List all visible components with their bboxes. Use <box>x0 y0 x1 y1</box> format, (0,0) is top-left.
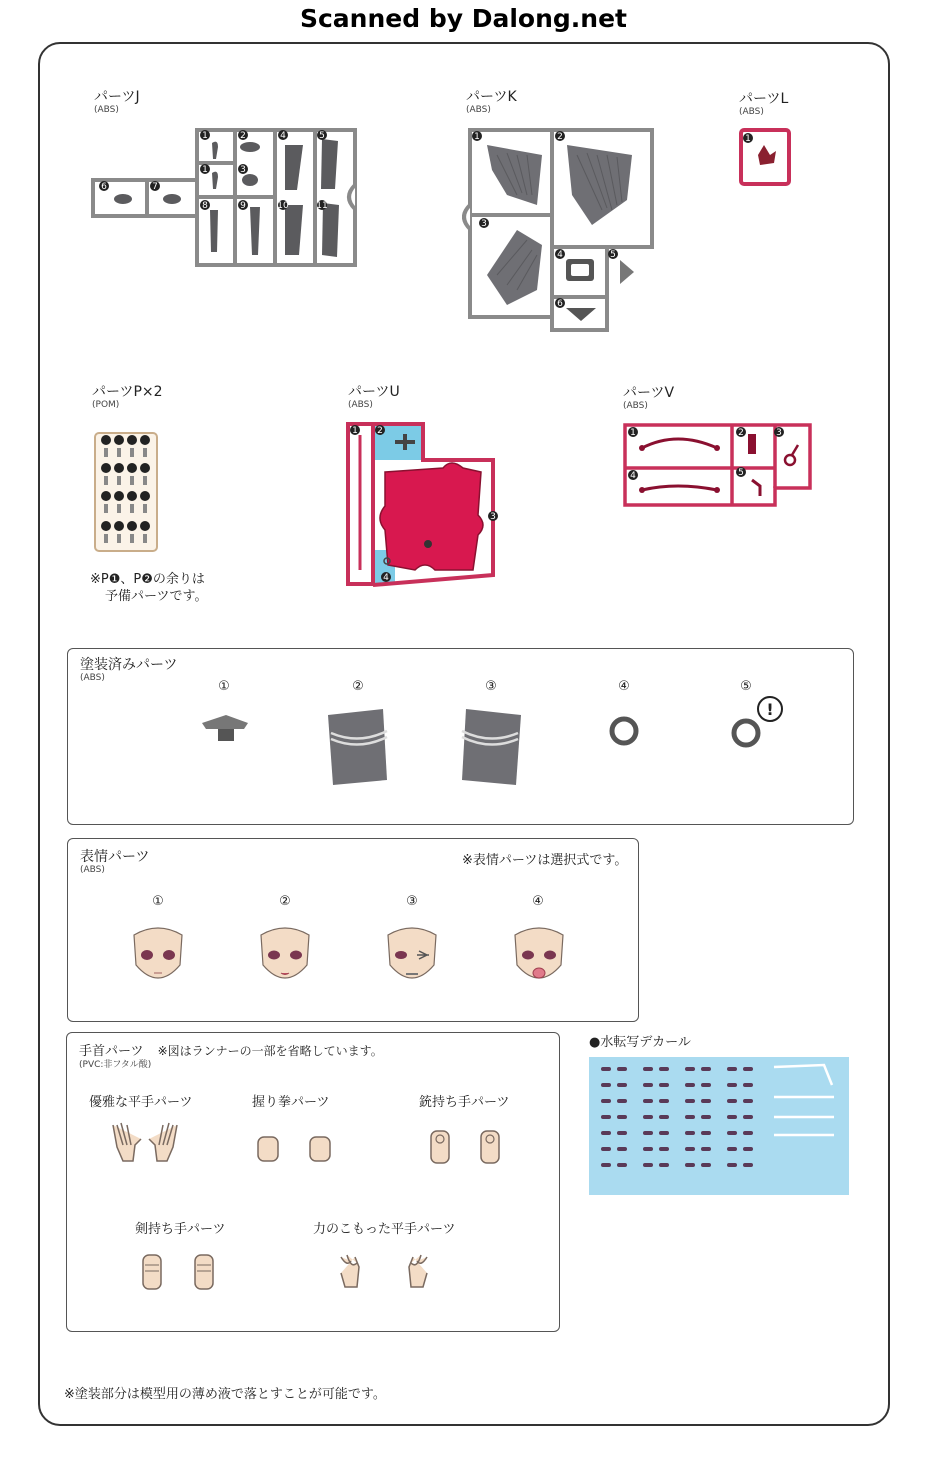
painted-part-number: ④ <box>618 679 630 694</box>
svg-text:9: 9 <box>240 201 246 211</box>
svg-text:3: 3 <box>240 165 246 175</box>
painted-part-5-ring <box>728 693 788 753</box>
hand-parts-label <box>79 1043 383 1070</box>
decal-title: ●水転写デカール <box>589 1035 691 1050</box>
expression-parts-note: ※表情パーツは選択式です。 <box>462 853 628 868</box>
svg-text:11: 11 <box>316 201 328 211</box>
runner-k-material: (ABS) <box>466 105 491 115</box>
expression-number: ① <box>152 894 164 909</box>
painted-parts-title: 塗装済みパーツ <box>80 657 178 673</box>
scanner-watermark: Scanned by Dalong.net <box>299 4 627 33</box>
svg-text:5: 5 <box>610 250 616 260</box>
runner-k-label <box>466 89 517 115</box>
hand-group-label: 力のこもった平手パーツ <box>313 1222 456 1237</box>
expression-number: ② <box>279 894 291 909</box>
runner-u-title: パーツU <box>348 384 400 400</box>
svg-text:3: 3 <box>776 428 782 438</box>
runner-p-title: パーツP×2 <box>92 384 163 400</box>
svg-text:2: 2 <box>240 131 246 141</box>
expression-parts-box <box>67 838 639 1022</box>
runner-u-label <box>348 384 400 410</box>
svg-text:2: 2 <box>557 132 563 142</box>
runner-j-label <box>94 89 140 115</box>
runner-k-title: パーツK <box>466 89 517 105</box>
svg-text:3: 3 <box>481 219 487 229</box>
expression-number: ③ <box>406 894 418 909</box>
svg-text:1: 1 <box>630 428 636 438</box>
svg-text:4: 4 <box>383 573 389 583</box>
expression-parts-title: 表情パーツ <box>80 849 150 865</box>
svg-text:1: 1 <box>202 131 208 141</box>
runner-l-title: パーツL <box>739 91 789 107</box>
runner-l-material: (ABS) <box>739 107 764 117</box>
svg-text:4: 4 <box>557 250 563 260</box>
runner-j-material: (ABS) <box>94 105 119 115</box>
runner-u-material: (ABS) <box>348 400 373 410</box>
hand-group-label: 優雅な平手パーツ <box>89 1095 193 1110</box>
gun-grip-hands <box>427 1127 507 1171</box>
face-1 <box>130 921 186 989</box>
svg-text:10: 10 <box>277 201 289 211</box>
runner-l-label <box>739 91 788 117</box>
runner-p-diagram <box>90 428 165 558</box>
expression-number: ④ <box>532 894 544 909</box>
expression-parts-material: (ABS) <box>80 865 105 875</box>
painted-part-number: ① <box>218 679 230 694</box>
footer-note: ※塗装部分は模型用の薄め液で落とすことが可能です。 <box>64 1387 386 1402</box>
runner-k-diagram <box>462 125 662 340</box>
svg-text:5: 5 <box>319 131 325 141</box>
painted-part-number: ⑤ <box>740 679 752 694</box>
hand-parts-material: (PVC:非フタル酸) <box>79 1060 152 1070</box>
svg-text:1: 1 <box>745 134 751 144</box>
svg-text:1: 1 <box>202 165 208 175</box>
sword-grip-hands <box>139 1251 219 1295</box>
svg-text:4: 4 <box>280 131 286 141</box>
runner-p-note-2: 予備パーツです。 <box>105 589 208 604</box>
runner-v-label <box>623 385 674 411</box>
runner-p-label <box>92 384 163 410</box>
hand-group-label: 銃持ち手パーツ <box>419 1095 510 1110</box>
svg-text:2: 2 <box>738 428 744 438</box>
painted-part-4-ring <box>606 713 642 749</box>
runner-v-material: (ABS) <box>623 401 648 411</box>
svg-text:1: 1 <box>352 426 358 436</box>
decal-sheet <box>589 1057 849 1195</box>
svg-text:5: 5 <box>738 468 744 478</box>
runner-p-material: (POM) <box>92 400 120 410</box>
elegant-hands <box>107 1121 187 1169</box>
svg-text:7: 7 <box>152 182 158 192</box>
painted-parts-material: (ABS) <box>80 673 105 683</box>
svg-text:3: 3 <box>490 512 496 522</box>
hand-group-label: 握り拳パーツ <box>252 1095 330 1110</box>
svg-text:1: 1 <box>474 132 480 142</box>
painted-part-number: ② <box>352 679 364 694</box>
svg-text:2: 2 <box>377 426 383 436</box>
runner-l-diagram <box>736 125 796 190</box>
painted-part-1 <box>198 709 253 749</box>
svg-text:6: 6 <box>557 299 563 309</box>
svg-text:8: 8 <box>202 201 208 211</box>
hand-group-label: 剣持ち手パーツ <box>135 1222 226 1237</box>
hand-parts-box <box>66 1032 560 1332</box>
hand-parts-note: ※図はランナーの一部を省略しています。 <box>157 1044 383 1058</box>
expression-parts-label <box>80 849 149 875</box>
runner-p-note-1: ※P❶、P❷の余りは <box>90 572 205 587</box>
painted-parts-label <box>80 657 177 683</box>
tense-open-hands <box>335 1251 435 1295</box>
svg-text:4: 4 <box>630 471 636 481</box>
runner-v-diagram <box>620 420 815 512</box>
warning-icon: ! <box>766 700 774 719</box>
hand-parts-title: 手首パーツ <box>79 1044 144 1059</box>
face-4 <box>511 921 567 989</box>
painted-part-2 <box>323 705 393 790</box>
runner-v-title: パーツV <box>623 385 675 401</box>
fist-hands <box>254 1131 334 1171</box>
runner-j-diagram <box>90 125 365 270</box>
face-2 <box>257 921 313 989</box>
face-3 <box>384 921 440 989</box>
runner-j-title: パーツJ <box>94 89 140 105</box>
runner-u-diagram <box>343 420 503 590</box>
svg-text:6: 6 <box>101 182 107 192</box>
painted-part-number: ③ <box>485 679 497 694</box>
painted-parts-box <box>67 648 854 825</box>
painted-part-3 <box>456 705 526 790</box>
